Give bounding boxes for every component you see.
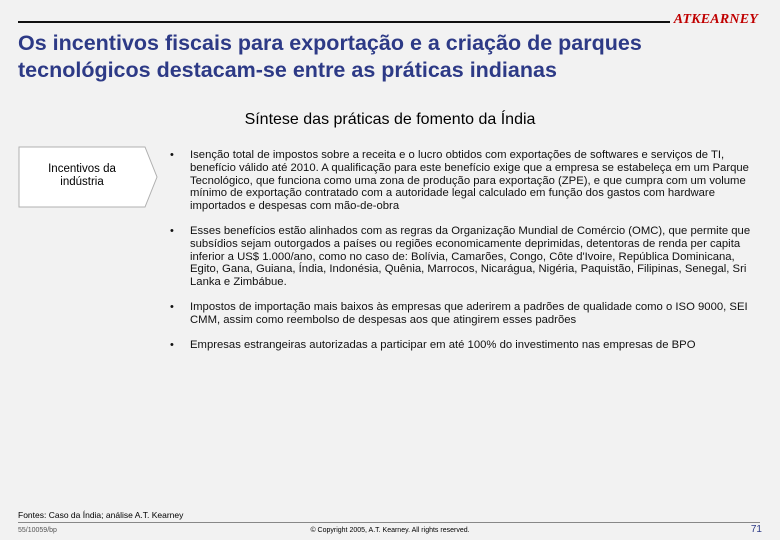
bullet-item <box>168 149 758 213</box>
bullet-item <box>168 301 758 327</box>
document-id: 55/10059/bp <box>18 527 57 534</box>
bullet-text: Esses benefícios estão alinhados com as regras da Organização Mundial de Comércio (OMC), que permite que subsídios sejam outorgados a países ou regiões economicamente deprimidas, detentoras de renda per capita inferior a US$ 1.000/ano, como no caso de: Bolívia, Camarões, Congo, Côte d'Ivoire, República Dominicana, Egito, Gana, Guiana, Índia, Indonésia, Quênia, Marrocos, Nicarágua, Nigéria, Paquistão, Filipinas, Senegal, Sri Lanka e Zimbábue. <box>190 224 751 289</box>
header-rule <box>18 21 670 23</box>
bullet-item <box>168 339 758 352</box>
page-number: 71 <box>750 524 762 535</box>
bullet-dot-icon: • <box>170 224 174 237</box>
bullet-dot-icon: • <box>170 338 174 351</box>
footer-rule <box>18 522 760 523</box>
bullet-item <box>168 225 758 289</box>
page-title: Os incentivos fiscais para exportação e a criação de parques tecnológicos destacam-se entre as práticas indianas <box>18 31 642 82</box>
bullet-dot-icon: • <box>170 149 174 161</box>
bullet-list <box>168 149 758 363</box>
bullet-dot-icon: • <box>170 300 174 313</box>
copyright-text: © Copyright 2005, A.T. Kearney. All rights reserved. <box>310 527 470 534</box>
category-chevron <box>18 146 158 206</box>
atkearney-logo: ATKEARNEY <box>673 12 758 27</box>
section-subtitle: Síntese das práticas de fomento da Índia <box>244 111 536 128</box>
bullet-text: Isenção total de impostos sobre a receita e o lucro obtidos com exportações de softwares e serviços de TI, benefício válido até 2010. A qualificação para este benefício exige que a empresa se estabeleça em um Parque Tecnológico, que funciona como uma zona de produção para exportação (ZPE), e que cumpra com um volume mínimo de exportação contratado com a autoridade legal calculado em função dos gastos com hardware importados e despesas com mão-de-obra <box>190 149 749 213</box>
chevron-label: Incentivos da indústria <box>48 163 116 188</box>
bullet-text: Impostos de importação mais baixos às empresas que aderirem a padrões de qualidade como o ISO 9000, SEI CMM, assim como reembolso de despesas aos que atingirem esses padrões <box>190 300 748 326</box>
sources-note: Fontes: Caso da Índia; análise A.T. Kearney <box>18 510 184 520</box>
bullet-text: Empresas estrangeiras autorizadas a participar em até 100% do investimento nas empresas de BPO <box>190 338 696 351</box>
